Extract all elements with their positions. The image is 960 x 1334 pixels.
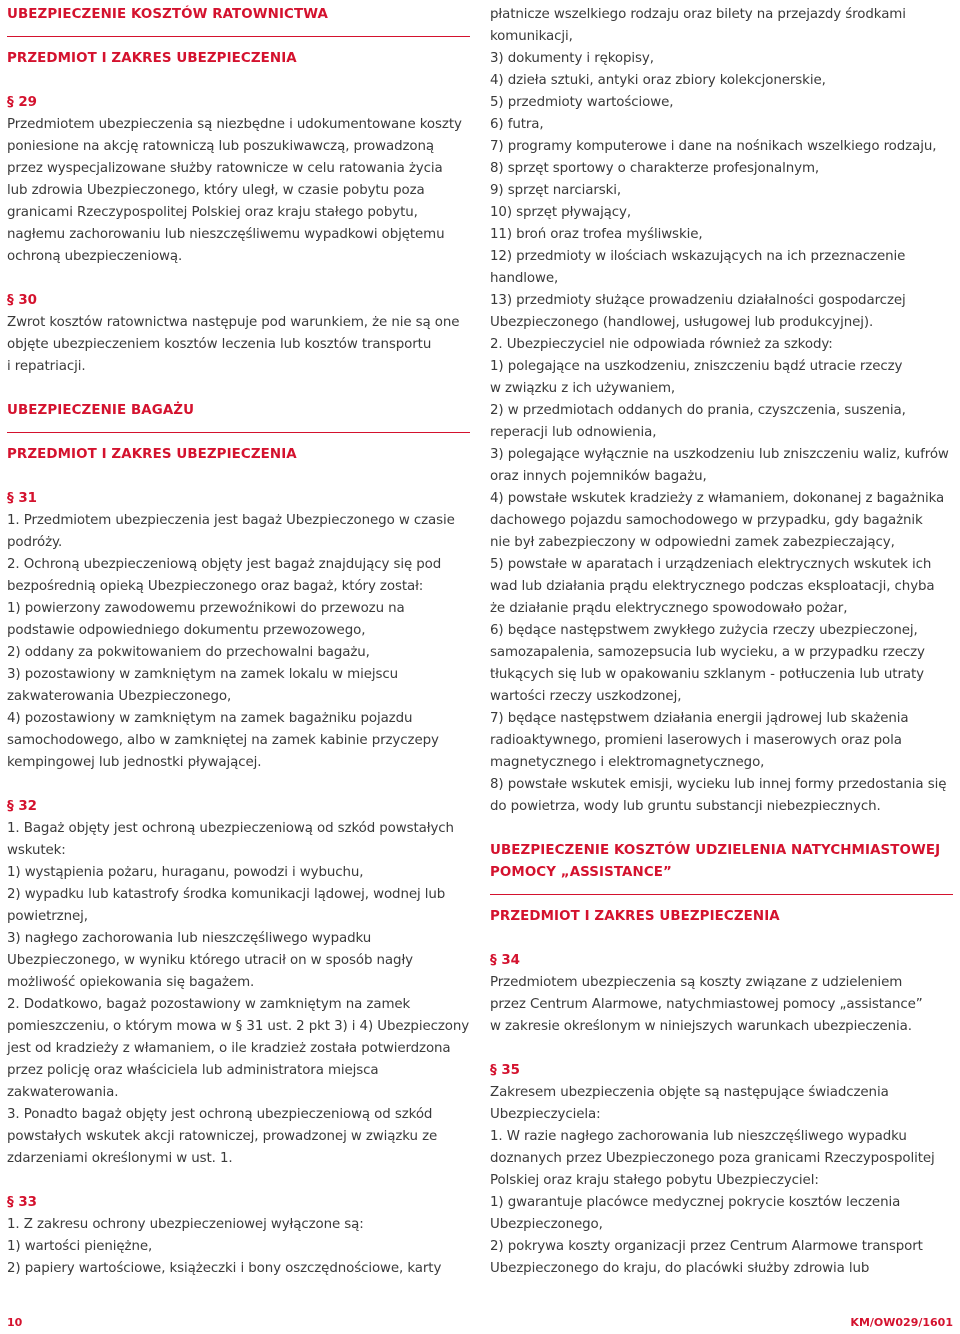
text-line: 13) przedmioty służące prowadzeniu działalności gospodarczej xyxy=(490,293,906,308)
text-line: nie był zabezpieczony w odpowiedni zamek zabezpieczający, xyxy=(490,535,895,550)
text-line: Zwrot kosztów ratownictwa następuje pod warunkiem, że nie są one xyxy=(7,315,460,330)
text-line: 3) nagłego zachorowania lub nieszczęśliwego wypadku xyxy=(7,931,372,946)
text-line: 9) sprzęt narciarski, xyxy=(490,183,622,198)
text-line: 1. Z zakresu ochrony ubezpieczeniowej wyłączone są: xyxy=(7,1217,364,1232)
text-line: kempingowej lub jednostki pływającej. xyxy=(7,755,262,770)
text-line: do powietrza, wody lub gruntu substancji niebezpiecznych. xyxy=(490,799,881,814)
right-column xyxy=(490,4,953,1280)
text-line: poniesione na akcję ratowniczą lub poszukiwawczą, prowadzoną xyxy=(7,139,434,154)
spacer xyxy=(490,928,953,950)
text-line: i repatriacji. xyxy=(7,359,86,374)
text-line: komunikacji, xyxy=(490,29,573,44)
text-line: 5) przedmioty wartościowe, xyxy=(490,95,674,110)
text-line: zdarzeniami określonymi w ust. 1. xyxy=(7,1151,233,1166)
section-heading: PRZEDMIOT I ZAKRES UBEZPIECZENIA xyxy=(490,909,780,924)
text-line: 2. Ubezpieczyciel nie odpowiada również za szkody: xyxy=(490,337,833,352)
text-line: podstawie odpowiedniego dokumentu przewozowego, xyxy=(7,623,366,638)
text-line: jest od kradzieży z włamaniem, o ile kradzież została potwierdzona xyxy=(7,1041,451,1056)
text-line: 8) powstałe wskutek emisji, wycieku lub innej formy przedostania się xyxy=(490,777,947,792)
text-line: samozapalenia, samozepsucia lub wycieku, a w przypadku rzeczy xyxy=(490,645,925,660)
text-line: 5) powstałe w aparatach i urządzeniach elektrycznych wskutek ich xyxy=(490,557,932,572)
text-line: 2) pokrywa koszty organizacji przez Centrum Alarmowe transport xyxy=(490,1239,923,1254)
section-divider xyxy=(7,432,470,433)
text-line: Ubezpieczonego do kraju, do placówki służby zdrowia lub xyxy=(490,1261,870,1276)
text-line: 10) sprzęt pływający, xyxy=(490,205,632,220)
text-line: 7) będące następstwem działania energii jądrowej lub skażenia xyxy=(490,711,909,726)
paragraph-number: § 34 xyxy=(490,953,520,968)
text-line: powietrznej, xyxy=(7,909,88,924)
text-line: oraz innych pojemników bagażu, xyxy=(490,469,707,484)
text-line: że działanie prądu elektrycznego spowodowało pożar, xyxy=(490,601,848,616)
section-divider xyxy=(490,894,953,895)
text-line: 11) broń oraz trofea myśliwskie, xyxy=(490,227,703,242)
text-line: magnetycznego i elektromagnetycznego, xyxy=(490,755,765,770)
document-code: KM/OW029/1601 xyxy=(850,1316,953,1329)
text-line: Ubezpieczyciela: xyxy=(490,1107,601,1122)
text-line: objęte ubezpieczeniem kosztów leczenia lub kosztów transportu xyxy=(7,337,432,352)
text-line: 2. Dodatkowo, bagaż pozostawiony w zamkniętym na zamek xyxy=(7,997,411,1012)
text-line: nagłemu zachorowaniu lub nieszczęśliwemu wypadkowi objętemu xyxy=(7,227,445,242)
text-line: reperacji lub odnowienia, xyxy=(490,425,657,440)
text-line: 1) powierzony zawodowemu przewoźnikowi do przewozu na xyxy=(7,601,405,616)
text-line: ochroną ubezpieczeniową. xyxy=(7,249,183,264)
text-line: samochodowego, albo w zamkniętej na zamek kabinie przyczepy xyxy=(7,733,439,748)
left-column xyxy=(7,4,470,1280)
page-number: 10 xyxy=(7,1316,23,1329)
text-line: przez wyspecjalizowane służby ratownicze w celu ratowania życia xyxy=(7,161,443,176)
section-divider xyxy=(7,36,470,37)
text-line: w związku z ich używaniem, xyxy=(490,381,676,396)
text-line: 3) polegające wyłącznie na uszkodzeniu lub zniszczeniu waliz, kufrów xyxy=(490,447,949,462)
text-line: tłukących się lub w opakowaniu szklanym - potłuczenia lub utraty xyxy=(490,667,924,682)
text-line: Ubezpieczonego, xyxy=(490,1217,603,1232)
text-line: 6) będące następstwem zwykłego zużycia rzeczy ubezpieczonej, xyxy=(490,623,918,638)
text-line: 4) powstałe wskutek kradzieży z włamaniem, dokonanej z bagażnika xyxy=(490,491,945,506)
text-line: 1) polegające na uszkodzeniu, zniszczeniu bądź utracie rzeczy xyxy=(490,359,903,374)
spacer xyxy=(7,1170,470,1192)
text-line: Ubezpieczonego, w wyniku którego utracił on w sposób nagły xyxy=(7,953,413,968)
text-line: zakwaterowania Ubezpieczonego, xyxy=(7,689,232,704)
text-line: Ubezpieczonego (handlowej, usługowej lub produkcyjnej). xyxy=(490,315,874,330)
text-line: 4) dzieła sztuki, antyki oraz zbiory kolekcjonerskie, xyxy=(490,73,826,88)
text-line: 1. Przedmiotem ubezpieczenia jest bagaż Ubezpieczonego w czasie xyxy=(7,513,455,528)
spacer xyxy=(7,774,470,796)
text-line: pomieszczeniu, o którym mowa w § 31 ust. 2 pkt 3) i 4) Ubezpieczony xyxy=(7,1019,470,1034)
text-line: powstałych wskutek akcji ratowniczej, prowadzonej w związku ze xyxy=(7,1129,438,1144)
text-line: możliwość opiekowania się bagażem. xyxy=(7,975,255,990)
text-line: 2) wypadku lub katastrofy środka komunikacji lądowej, wodnej lub xyxy=(7,887,446,902)
text-line: podróży. xyxy=(7,535,63,550)
paragraph-number: § 33 xyxy=(7,1195,37,1210)
text-line: Polskiej oraz kraju stałego pobytu Ubezpieczyciel: xyxy=(490,1173,819,1188)
text-line: handlowe, xyxy=(490,271,559,286)
text-line: 3. Ponadto bagaż objęty jest ochroną ubezpieczeniową od szkód xyxy=(7,1107,433,1122)
paragraph-number: § 31 xyxy=(7,491,37,506)
section-heading: UBEZPIECZENIE KOSZTÓW UDZIELENIA NATYCHMIASTOWEJ xyxy=(490,843,941,858)
text-line: 1) wartości pieniężne, xyxy=(7,1239,153,1254)
text-line: Przedmiotem ubezpieczenia są koszty związane z udzieleniem xyxy=(490,975,903,990)
text-line: 12) przedmioty w ilościach wskazujących na ich przeznaczenie xyxy=(490,249,906,264)
text-line: doznanych przez Ubezpieczonego poza granicami Rzeczypospolitej xyxy=(490,1151,935,1166)
text-line: bezpośrednią opieką Ubezpieczonego oraz bagaż, który został: xyxy=(7,579,424,594)
text-line: zakwaterowania. xyxy=(7,1085,119,1100)
text-line: 2) oddany za pokwitowaniem do przechowalni bagażu, xyxy=(7,645,370,660)
paragraph-number: § 30 xyxy=(7,293,37,308)
text-line: przez policję oraz właściciela lub administratora miejsca xyxy=(7,1063,379,1078)
text-line: granicami Rzeczypospolitej Polskiej oraz kraju stałego pobytu, xyxy=(7,205,418,220)
spacer xyxy=(7,268,470,290)
spacer xyxy=(7,70,470,92)
paragraph-number: § 32 xyxy=(7,799,37,814)
section-heading: PRZEDMIOT I ZAKRES UBEZPIECZENIA xyxy=(7,447,297,462)
text-line: radioaktywnego, promieni laserowych i maserowych oraz pola xyxy=(490,733,902,748)
text-line: 1) wystąpienia pożaru, huraganu, powodzi i wybuchu, xyxy=(7,865,364,880)
text-line: lub zdrowia Ubezpieczonego, który uległ, w czasie pobytu poza xyxy=(7,183,425,198)
paragraph-number: § 29 xyxy=(7,95,37,110)
text-line: 6) futra, xyxy=(490,117,544,132)
text-line: 1. W razie nagłego zachorowania lub nieszczęśliwego wypadku xyxy=(490,1129,907,1144)
text-line: w zakresie określonym w niniejszych warunkach ubezpieczenia. xyxy=(490,1019,912,1034)
text-line: 1) gwarantuje placówce medycznej pokrycie kosztów leczenia xyxy=(490,1195,901,1210)
text-line: dachowego pojazdu samochodowego w przypadku, gdy bagażnik xyxy=(490,513,923,528)
spacer xyxy=(7,466,470,488)
text-line: płatnicze wszelkiego rodzaju oraz bilety na przejazdy środkami xyxy=(490,7,906,22)
spacer xyxy=(490,1038,953,1060)
section-heading: UBEZPIECZENIE BAGAŻU xyxy=(7,403,195,418)
text-line: 3) dokumenty i rękopisy, xyxy=(490,51,654,66)
text-line: 2) w przedmiotach oddanych do prania, czyszczenia, suszenia, xyxy=(490,403,906,418)
text-line: wskutek: xyxy=(7,843,66,858)
text-line: 8) sprzęt sportowy o charakterze profesjonalnym, xyxy=(490,161,820,176)
spacer xyxy=(490,818,953,840)
text-line: Przedmiotem ubezpieczenia są niezbędne i udokumentowane koszty xyxy=(7,117,462,132)
text-line: Zakresem ubezpieczenia objęte są następujące świadczenia xyxy=(490,1085,889,1100)
text-line: 1. Bagaż objęty jest ochroną ubezpieczeniową od szkód powstałych xyxy=(7,821,454,836)
text-line: wartości rzeczy uszkodzonej, xyxy=(490,689,682,704)
paragraph-number: § 35 xyxy=(490,1063,520,1078)
text-line: 3) pozostawiony w zamkniętym na zamek lokalu w miejscu xyxy=(7,667,398,682)
section-heading: POMOCY „ASSISTANCE” xyxy=(490,865,672,880)
text-line: przez Centrum Alarmowe, natychmiastowej pomocy „assistance” xyxy=(490,997,923,1012)
section-heading: PRZEDMIOT I ZAKRES UBEZPIECZENIA xyxy=(7,51,297,66)
text-line: 2) papiery wartościowe, książeczki i bony oszczędnościowe, karty xyxy=(7,1261,442,1276)
section-heading: UBEZPIECZENIE KOSZTÓW RATOWNICTWA xyxy=(7,7,328,22)
text-line: 2. Ochroną ubezpieczeniową objęty jest bagaż znajdujący się pod xyxy=(7,557,442,572)
text-line: 4) pozostawiony w zamkniętym na zamek bagażniku pojazdu xyxy=(7,711,413,726)
spacer xyxy=(7,378,470,400)
text-line: 7) programy komputerowe i dane na nośnikach wszelkiego rodzaju, xyxy=(490,139,937,154)
text-line: wad lub działania prądu elektrycznego podczas eksploatacji, chyba xyxy=(490,579,935,594)
